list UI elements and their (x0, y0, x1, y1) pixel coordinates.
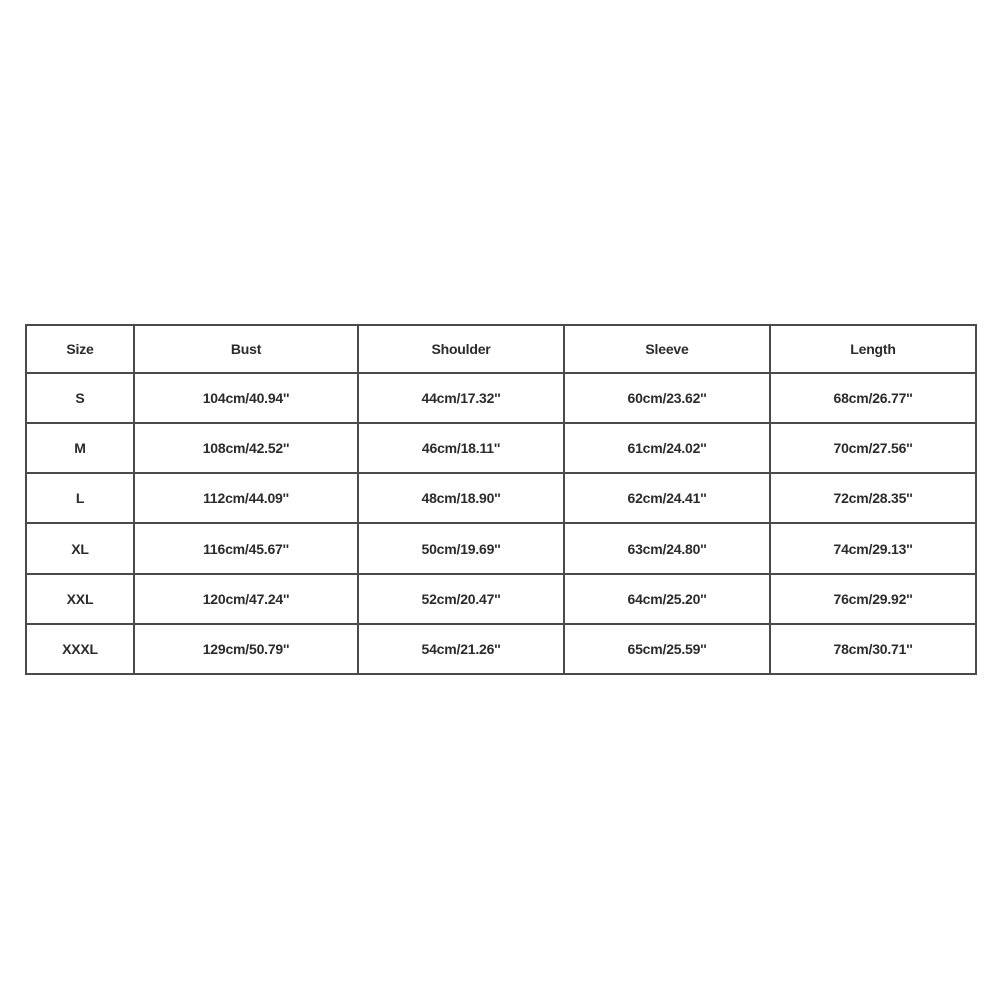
shoulder-cell: 50cm/19.69'' (358, 523, 564, 573)
size-chart-table (25, 324, 977, 675)
length-cell: 68cm/26.77'' (770, 373, 976, 423)
table-row (26, 523, 976, 573)
sleeve-cell: 61cm/24.02'' (564, 423, 770, 473)
bust-cell: 112cm/44.09'' (134, 473, 358, 523)
sleeve-cell: 65cm/25.59'' (564, 624, 770, 674)
sleeve-cell: 64cm/25.20'' (564, 574, 770, 624)
length-cell: 74cm/29.13'' (770, 523, 976, 573)
header-size: Size (26, 325, 134, 373)
bust-cell: 129cm/50.79'' (134, 624, 358, 674)
bust-cell: 116cm/45.67'' (134, 523, 358, 573)
length-cell: 70cm/27.56'' (770, 423, 976, 473)
bust-cell: 108cm/42.52'' (134, 423, 358, 473)
size-cell: L (26, 473, 134, 523)
size-cell: M (26, 423, 134, 473)
sleeve-cell: 63cm/24.80'' (564, 523, 770, 573)
bust-cell: 120cm/47.24'' (134, 574, 358, 624)
shoulder-cell: 52cm/20.47'' (358, 574, 564, 624)
length-cell: 76cm/29.92'' (770, 574, 976, 624)
shoulder-cell: 44cm/17.32'' (358, 373, 564, 423)
table-row (26, 574, 976, 624)
header-shoulder: Shoulder (358, 325, 564, 373)
header-length: Length (770, 325, 976, 373)
length-cell: 72cm/28.35'' (770, 473, 976, 523)
table-row (26, 373, 976, 423)
table-row (26, 423, 976, 473)
table-row (26, 473, 976, 523)
header-bust: Bust (134, 325, 358, 373)
bust-cell: 104cm/40.94'' (134, 373, 358, 423)
shoulder-cell: 48cm/18.90'' (358, 473, 564, 523)
sleeve-cell: 60cm/23.62'' (564, 373, 770, 423)
size-cell: XXXL (26, 624, 134, 674)
sleeve-cell: 62cm/24.41'' (564, 473, 770, 523)
size-cell: XXL (26, 574, 134, 624)
size-cell: XL (26, 523, 134, 573)
shoulder-cell: 54cm/21.26'' (358, 624, 564, 674)
header-sleeve: Sleeve (564, 325, 770, 373)
size-cell: S (26, 373, 134, 423)
shoulder-cell: 46cm/18.11'' (358, 423, 564, 473)
header-row (26, 325, 976, 373)
length-cell: 78cm/30.71'' (770, 624, 976, 674)
table-row (26, 624, 976, 674)
